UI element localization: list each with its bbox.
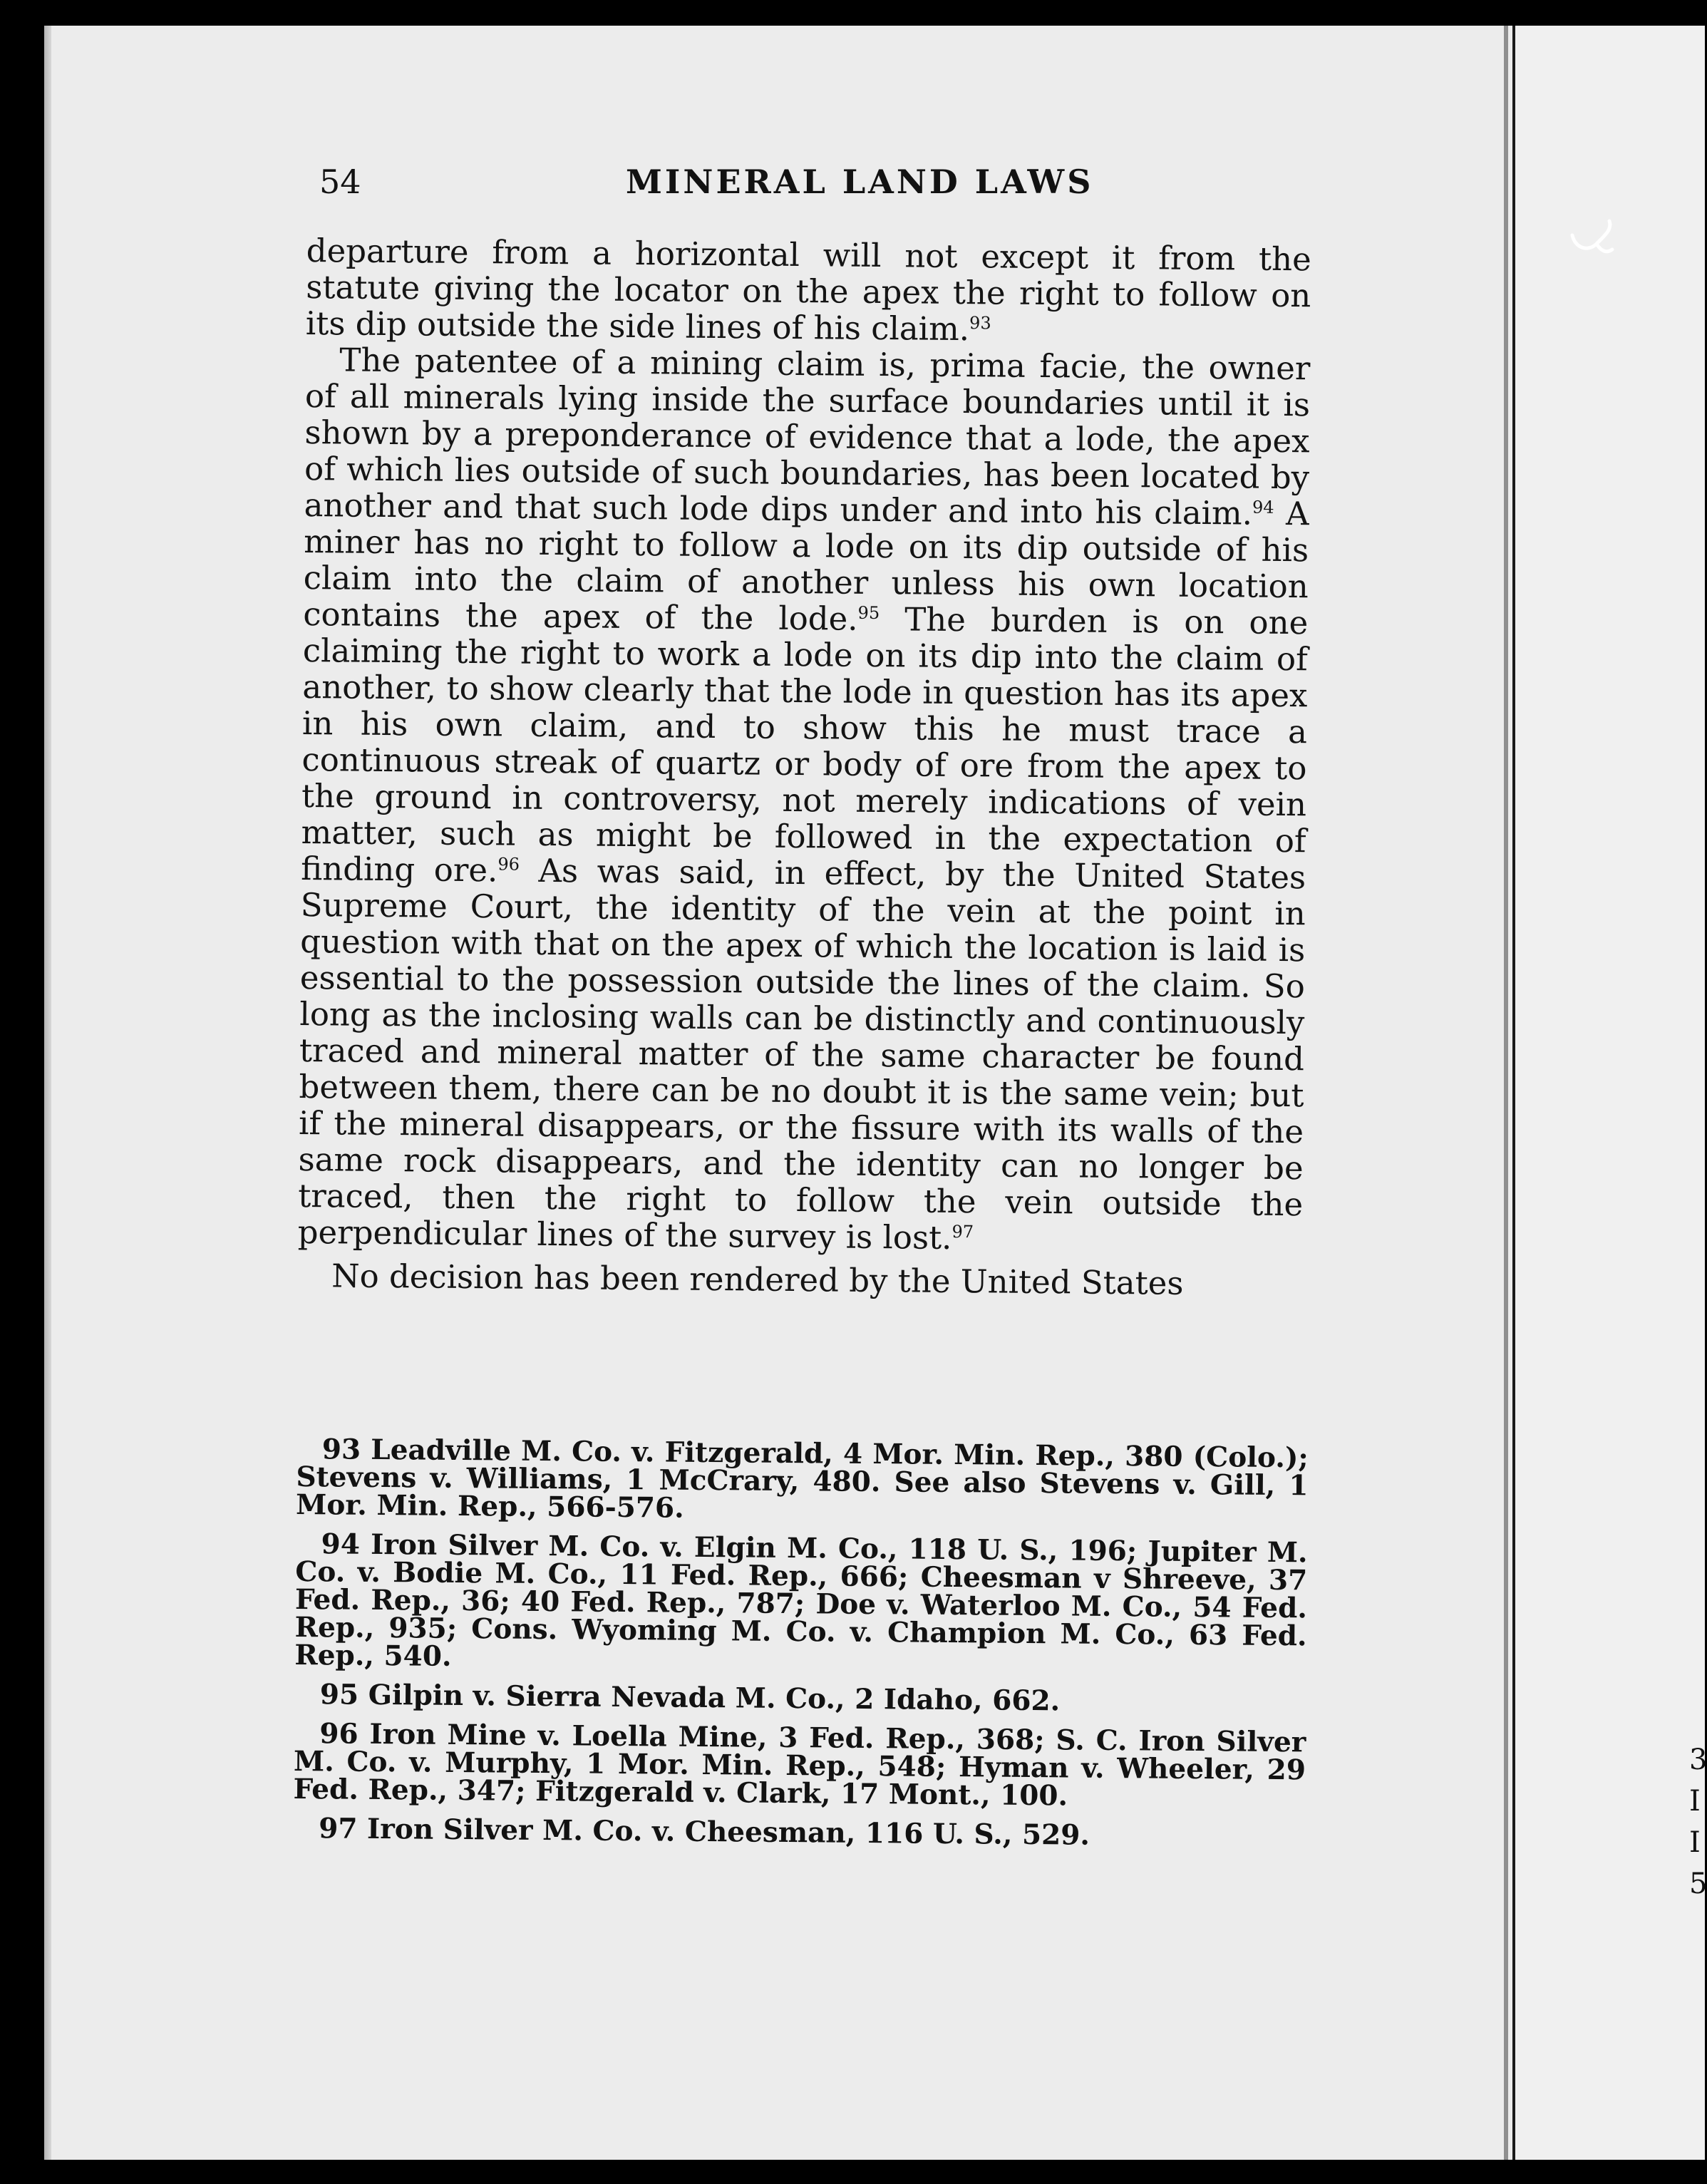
footnote bbox=[293, 1717, 1306, 1813]
footnotes bbox=[293, 1433, 1309, 1863]
paragraph-continued bbox=[306, 232, 1311, 350]
footnote bbox=[294, 1530, 1308, 1678]
footnote-ref: 96 bbox=[497, 854, 520, 875]
page-gutter bbox=[1504, 26, 1508, 2160]
left-page-edge-shadow bbox=[44, 26, 51, 2160]
paragraph bbox=[298, 341, 1311, 1259]
ink-bleed-mark-icon bbox=[1568, 214, 1618, 264]
edge-glyph: 3 bbox=[1689, 1743, 1707, 1776]
paragraph-text: departure from a horizontal will not except it from the statute giving the locator on the apex the right to follow on its dip outside the side lines of his claim. bbox=[305, 232, 1311, 349]
sentence: The patentee of a mining claim is, prima facie, the owner of all minerals lying inside the surface boundaries until it is shown by a preponderance of evidence that a lode, the apex of which lies outside of such boundaries, has been located by another and that such lode dips under and into his claim. bbox=[304, 341, 1311, 532]
footnote-text: Leadville M. Co. v. Fitzgerald, 4 Mor. Min. Rep., 380 (Colo.); Stevens v. Williams, 1 McCrary, 480. See also Stevens v. Gill, 1 Mor. Min. Rep., 566-576. bbox=[295, 1433, 1309, 1525]
page-number: 54 bbox=[319, 163, 361, 201]
footnote-number: 95 bbox=[319, 1678, 359, 1711]
footnote-text: Iron Silver M. Co. v. Cheesman, 116 U. S., 529. bbox=[366, 1812, 1090, 1852]
footnote-number: 97 bbox=[318, 1812, 358, 1845]
edge-glyph: I bbox=[1689, 1785, 1701, 1818]
body-text bbox=[297, 232, 1311, 1302]
running-head: MINERAL LAND LAWS bbox=[626, 163, 1094, 201]
sentence: A miner has no right to follow a lode on its dip outside of his claim into the claim of another unless his own location contains the apex of the lode. bbox=[303, 494, 1309, 638]
footnote bbox=[295, 1433, 1309, 1528]
footnote-text: Iron Mine v. Loella Mine, 3 Fed. Rep., 368; S. C. Iron Silver M. Co. v. Murphy, 1 Mor. Min. Rep., 548; Hyman v. Wheeler, 29 Fed. Rep., 347; Fitzgerald v. Clark, 17 Mont., 100. bbox=[293, 1717, 1306, 1813]
footnote-text: Iron Silver M. Co. v. Elgin M. Co., 118 U. S., 196; Jupiter M. Co. v. Bodie M. Co., 11 Fed. Rep., 666; Cheesman v Shreeve, 37 Fed. Rep., 36; 40 Fed. Rep., 787; Doe v. Waterloo M. Co., 54 Fed. Rep., 935; Cons. Wyoming M. Co. v. Champion M. Co., 63 Fed. Rep., 540. bbox=[294, 1528, 1308, 1673]
footnote-ref: 93 bbox=[969, 313, 991, 334]
paragraph-text: No decision has been rendered by the United States bbox=[331, 1257, 1184, 1302]
footnote bbox=[294, 1678, 1306, 1718]
footnote bbox=[293, 1812, 1305, 1852]
footnote-ref: 95 bbox=[857, 602, 880, 624]
footnote-number: 93 bbox=[321, 1433, 361, 1466]
footnote-number: 94 bbox=[321, 1528, 361, 1561]
facing-page-margin bbox=[1512, 26, 1705, 2160]
footnote-ref: 97 bbox=[952, 1221, 974, 1242]
footnote-ref: 94 bbox=[1252, 497, 1274, 517]
edge-glyph: I bbox=[1689, 1826, 1701, 1859]
paragraph bbox=[297, 1257, 1302, 1302]
facing-page-edge-text bbox=[1689, 1739, 1707, 1905]
footnote-number: 96 bbox=[319, 1717, 359, 1751]
footnote-text: Gilpin v. Sierra Nevada M. Co., 2 Idaho, 662. bbox=[368, 1678, 1061, 1718]
sentence: As was said, in effect, by the United States Supreme Court, the identity of the vein at the point in question with that on the apex of which the location is laid is essential to the possession outside the lines of the claim. So long as the inclosing walls can be distinctly and continuously traced and mineral matter of the same character be found between them, there can be no doubt it is the same vein; but if the mineral disappears, or the fissure with its walls of the same rock disappears, and the identity can no longer be traced, then the right to follow the vein outside the perpendicular lines of the survey is lost. bbox=[297, 851, 1306, 1257]
edge-glyph: 5 bbox=[1689, 1868, 1707, 1900]
sentence: The burden is on one claiming the right to work a lode on its dip into the claim of another, to show clearly that the lode in question has its apex in his own claim, and to show this he must trace a continuous streak of quartz or body of ore from the apex to the ground in controversy, not merely indications of vein matter, such as might be followed in the expectation of finding ore. bbox=[300, 600, 1309, 890]
